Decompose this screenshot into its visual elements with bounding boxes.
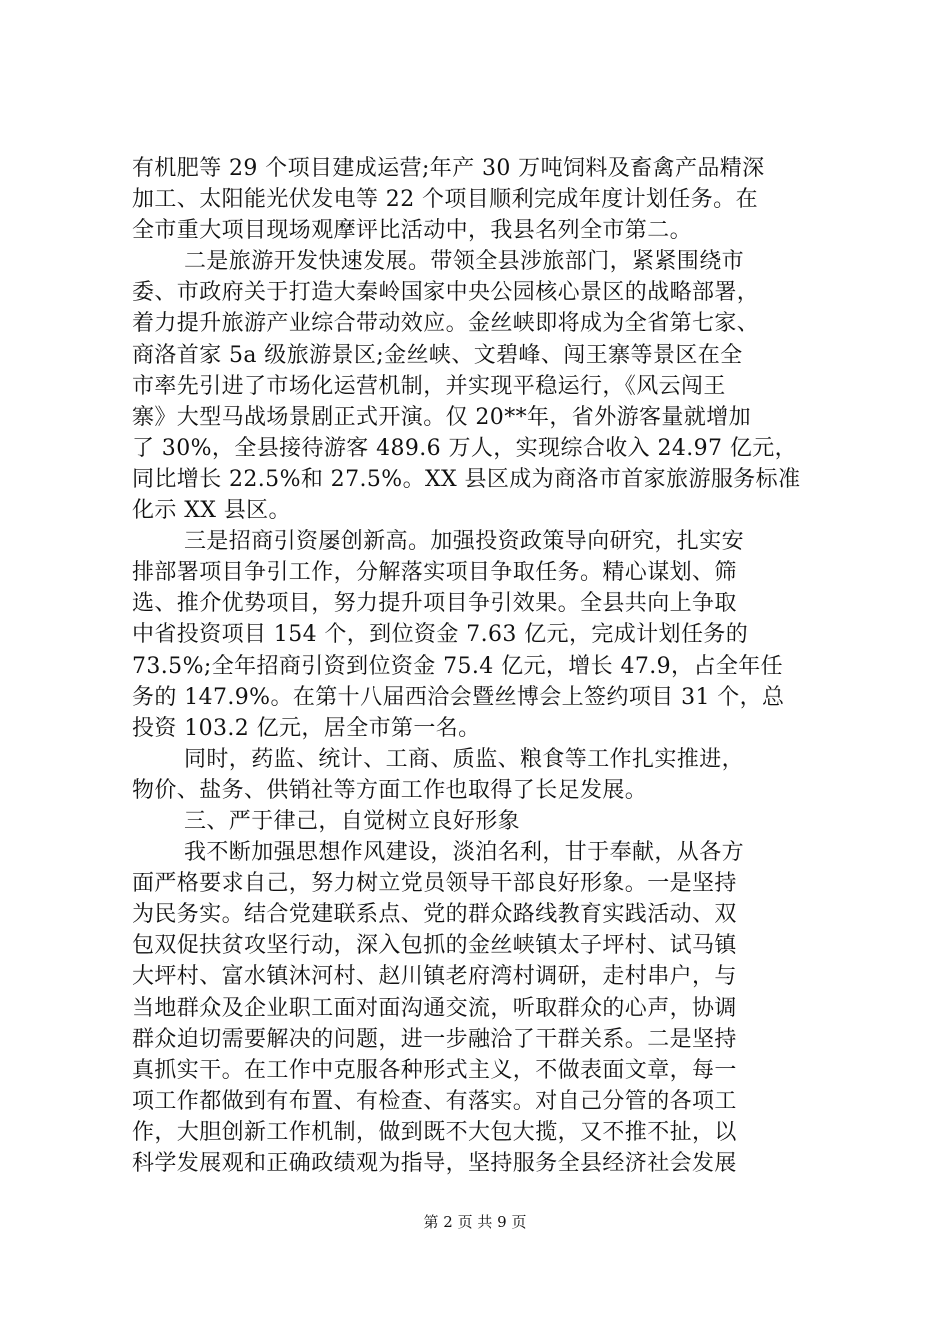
- text-line: 化示 XX 县区。: [132, 498, 291, 524]
- text-line: 73.5%;全年招商引资到位资金 75.4 亿元，增长 47.9，占全年任: [132, 653, 784, 679]
- page-footer: 第 2 页 共 9 页: [423, 1213, 527, 1231]
- text-line: 当地群众及企业职工面对面沟通交流，听取群众的心声，协调: [132, 995, 737, 1021]
- text-line: 三是招商引资屡创新高。加强投资政策导向研究，扎实安: [184, 529, 745, 555]
- text-line: 中省投资项目 154 个，到位资金 7.63 亿元，完成计划任务的: [132, 622, 749, 648]
- text-line: 科学发展观和正确政绩观为指导，坚持服务全县经济社会发展: [132, 1151, 737, 1176]
- text-line: 群众迫切需要解决的问题，进一步融洽了干群关系。二是坚持: [132, 1026, 737, 1052]
- text-line: 物价、盐务、供销社等方面工作也取得了长足发展。: [132, 777, 648, 803]
- text-line: 全市重大项目现场观摩评比活动中，我县名列全市第二。: [132, 218, 693, 244]
- text-line: 市率先引进了市场化运营机制，并实现平稳运行，《风云闯王: [132, 373, 726, 399]
- text-line: 加工、太阳能光伏发电等 22 个项目顺利完成年度计划任务。在: [132, 187, 758, 213]
- text-line: 包双促扶贫攻坚行动，深入包抓的金丝峡镇太子坪村、试马镇: [132, 933, 737, 959]
- text-line: 我不断加强思想作风建设，淡泊名利，甘于奉献，从各方: [184, 840, 745, 866]
- text-line: 寨》大型马战场景剧正式开演。仅 20**年，省外游客量就增加: [132, 404, 751, 430]
- text-line: 同时，药监、统计、工商、质监、粮食等工作扎实推进，: [184, 746, 745, 772]
- text-line: 有机肥等 29 个项目建成运营;年产 30 万吨饲料及畜禽产品精深: [132, 156, 765, 181]
- text-line: 项工作都做到有布置、有检查、有落实。对自己分管的各项工: [132, 1088, 737, 1114]
- text-line: 了 30%，全县接待游客 489.6 万人，实现综合收入 24.97 亿元，: [132, 435, 798, 461]
- text-line: 着力提升旅游产业综合带动效应。金丝峡即将成为全省第七家、: [132, 311, 760, 337]
- text-line: 三、严于律己，自觉树立良好形象: [184, 808, 521, 834]
- text-line: 委、市政府关于打造大秦岭国家中央公园核心景区的战略部署，: [132, 280, 760, 306]
- text-line: 为民务实。结合党建联系点、党的群众路线教育实践活动、双: [132, 902, 737, 928]
- text-line: 务的 147.9%。在第十八届西洽会暨丝博会上签约项目 31 个，总: [132, 684, 785, 710]
- document-body: [132, 153, 832, 1179]
- text-line: 真抓实干。在工作中克服各种形式主义，不做表面文章，每一: [132, 1057, 737, 1083]
- text-line: 大坪村、富水镇沐河村、赵川镇老府湾村调研，走村串户，与: [132, 964, 737, 990]
- text-line: 商洛首家 5a 级旅游景区;金丝峡、文碧峰、闯王寨等景区在全: [132, 342, 743, 368]
- text-line: 作，大胆创新工作机制，做到既不大包大揽，又不推不扯，以: [132, 1119, 737, 1145]
- text-line: 同比增长 22.5%和 27.5%。XX 县区成为商洛市首家旅游服务标准: [132, 466, 801, 492]
- text-line: 投资 103.2 亿元，居全市第一名。: [132, 715, 481, 741]
- text-line: 二是旅游开发快速发展。带领全县涉旅部门，紧紧围绕市: [184, 249, 745, 275]
- text-line: 选、推介优势项目，努力提升项目争引效果。全县共向上争取: [132, 591, 737, 617]
- text-line: 排部署项目争引工作，分解落实项目争取任务。精心谋划、筛: [132, 560, 737, 586]
- text-line: 面严格要求自己，努力树立党员领导干部良好形象。一是坚持: [132, 871, 737, 897]
